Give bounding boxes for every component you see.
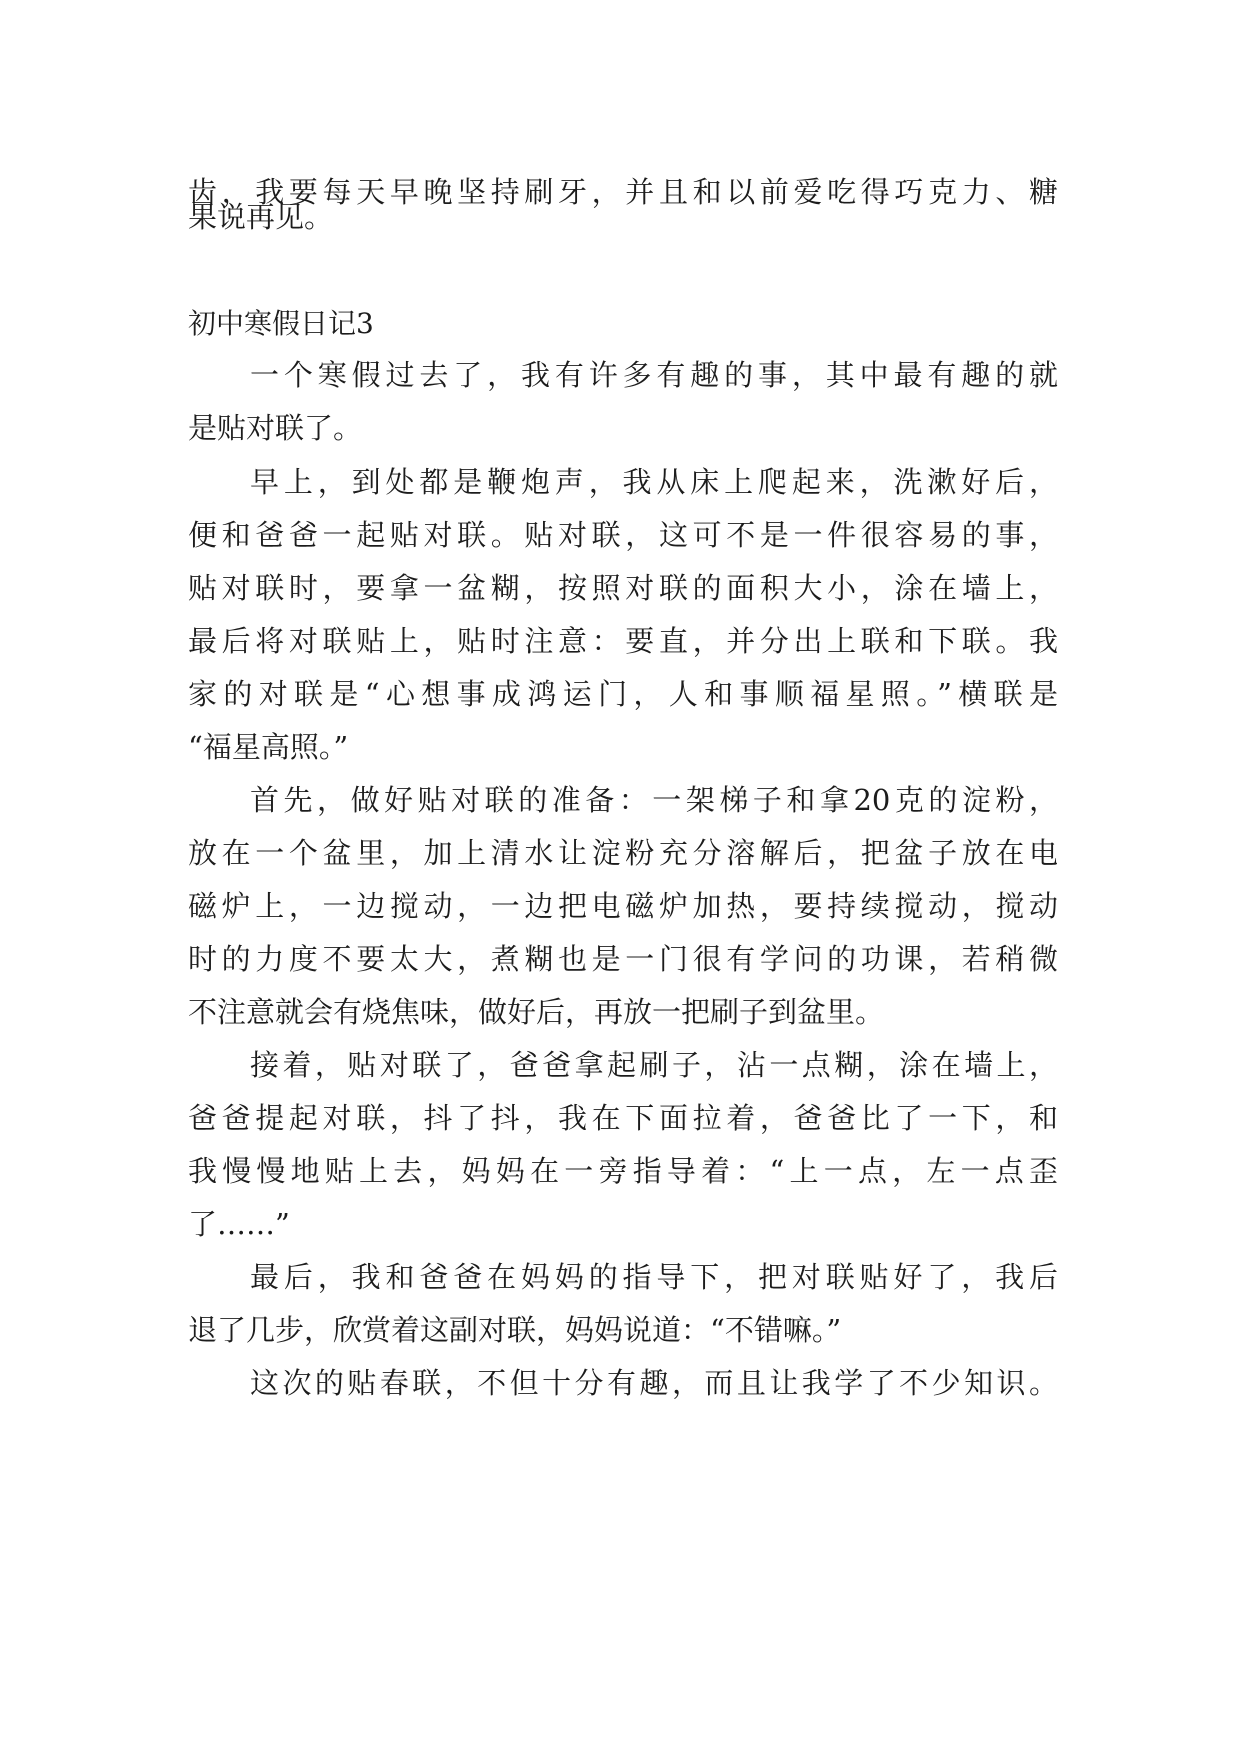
text-line: 时的力度不要太大，煮糊也是一门很有学问的功课，若稍微: [188, 942, 1058, 976]
text-line: 是贴对联了。: [188, 411, 363, 445]
text-line: 不注意就会有烧焦味，做好后，再放一把刷子到盆里。: [188, 995, 885, 1029]
text-line: 接着，贴对联了，爸爸拿起刷子，沾一点糊，涂在墙上，: [250, 1048, 1058, 1082]
text-line: 这次的贴春联，不但十分有趣，而且让我学了不少知识。: [250, 1366, 1058, 1400]
text-line: 我慢慢地贴上去，妈妈在一旁指导着：“上一点，左一点歪: [188, 1154, 1058, 1188]
text-line: 退了几步，欣赏着这副对联，妈妈说道：“不错嘛。”: [188, 1313, 842, 1347]
text-line: 早上，到处都是鞭炮声，我从床上爬起来，洗漱好后，: [250, 465, 1058, 499]
text-line: “福星高照。”: [188, 730, 349, 764]
text-line: 贴对联时，要拿一盆糊，按照对联的面积大小，涂在墙上，: [188, 571, 1058, 605]
text-line: 一个寒假过去了，我有许多有趣的事，其中最有趣的就: [250, 358, 1058, 392]
text-line: 磁炉上，一边搅动，一边把电磁炉加热，要持续搅动，搅动: [188, 889, 1058, 923]
text-line: 爸爸提起对联，抖了抖，我在下面拉着，爸爸比了一下，和: [188, 1101, 1058, 1135]
text-line: 齿，我要每天早晚坚持刷牙，并且和以前爱吃得巧克力、糖: [188, 175, 1058, 209]
text-line: 了……”: [188, 1207, 290, 1241]
text-line: 最后，我和爸爸在妈妈的指导下，把对联贴好了，我后: [250, 1260, 1058, 1294]
text-line: 家的对联是“心想事成鸿运门，人和事顺福星照。”横联是: [188, 677, 1058, 711]
text-line: 首先，做好贴对联的准备：一架梯子和拿20克的淀粉，: [250, 783, 1058, 817]
text-line: 便和爸爸一起贴对联。贴对联，这可不是一件很容易的事，: [188, 518, 1058, 552]
text-line: 放在一个盆里，加上清水让淀粉充分溶解后，把盆子放在电: [188, 836, 1058, 870]
text-line: 最后将对联贴上，贴时注意：要直，并分出上联和下联。我: [188, 624, 1058, 658]
text-line: 果说再见。: [188, 200, 334, 234]
section-title: 初中寒假日记3: [188, 307, 374, 340]
